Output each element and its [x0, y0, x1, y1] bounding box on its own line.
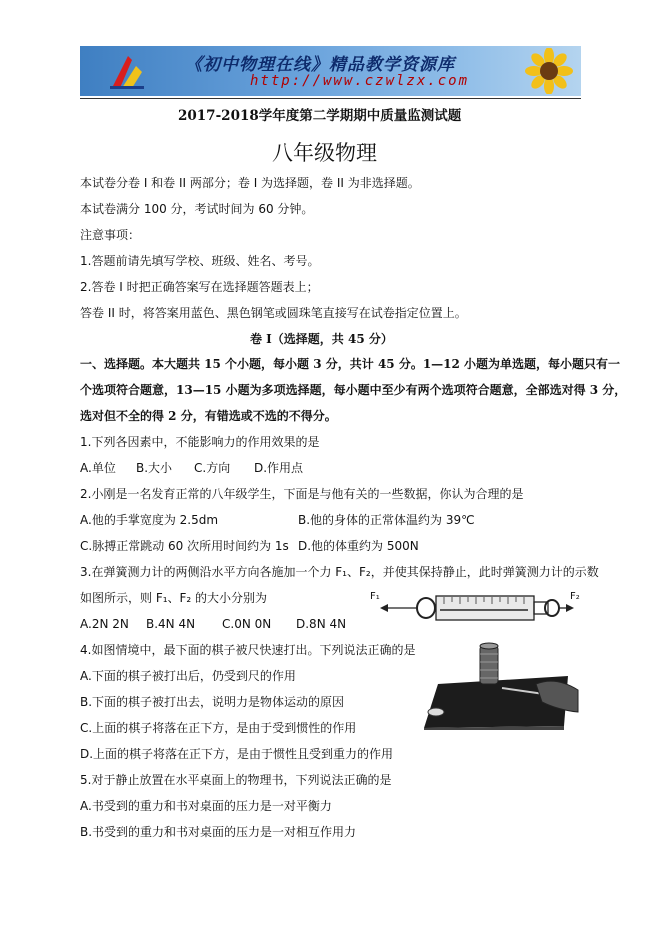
- option: C.方向: [194, 461, 231, 475]
- option: D.8N 4N: [296, 617, 347, 631]
- option: B.下面的棋子被打出去，说明力是物体运动的原因: [80, 695, 345, 709]
- question-stem: 如图所示，则 F₁、F₂ 的大小分别为: [80, 591, 268, 605]
- banner-title: 《初中物理在线》精品教学资源库: [185, 55, 455, 75]
- intro-line: 2.答卷 I 时把正确答案写在选择题答题表上；: [80, 280, 319, 294]
- intro-line: 答卷 II 时，将答案用蓝色、黑色钢笔或圆珠笔直接写在试卷指定位置上。: [80, 306, 467, 320]
- option: C.上面的棋子将落在正下方，是由于受到惯性的作用: [80, 721, 357, 735]
- force-label-f2: F₂: [570, 591, 580, 602]
- intro-line: 1.答题前请先填写学校、班级、姓名、考号。: [80, 254, 320, 268]
- option: A.书受到的重力和书对桌面的压力是一对平衡力: [80, 799, 332, 813]
- option: A.他的手掌宽度为 2.5dm: [80, 513, 219, 527]
- section-instruction: 一、选择题。本大题共 15 个小题，每小题 3 分，共计 45 分。1—12 小题为单选题，每小题只有一: [80, 357, 621, 371]
- option: D.他的体重约为 500N: [298, 539, 419, 553]
- option: C.脉搏正常跳动 60 次所用时间约为 1s: [80, 539, 289, 553]
- sunflower-icon: [517, 48, 577, 94]
- question-stem: 1.下列各因素中，不能影响力的作用效果的是: [80, 435, 320, 449]
- site-banner: [80, 46, 581, 96]
- force-label-f1: F₁: [370, 591, 380, 602]
- question-stem: 3.在弹簧测力计的两侧沿水平方向各施加一个力 F₁、F₂，并使其保持静止，此时弹簧测力计的示数: [80, 565, 599, 579]
- option: D.上面的棋子将落在正下方，是由于惯性且受到重力的作用: [80, 747, 394, 761]
- option: B.书受到的重力和书对桌面的压力是一对相互作用力: [80, 825, 357, 839]
- header-divider: [80, 98, 581, 99]
- chess-pieces-figure: [418, 638, 584, 730]
- section-instruction: 个选项符合题意，13—15 小题为多项选择题，每小题中至少有两个选项符合题意，全部选对得 3 分，: [80, 383, 627, 397]
- option: C.0N 0N: [222, 617, 272, 631]
- option: A.单位: [80, 461, 116, 475]
- banner-url[interactable]: http://www.czwlzx.com: [250, 73, 470, 89]
- intro-line: 本试卷满分 100 分，考试时间为 60 分钟。: [80, 202, 314, 216]
- option: A.下面的棋子被打出后，仍受到尺的作用: [80, 669, 296, 683]
- section-instruction: 选对但不全的得 2 分，有错选或不选的不得分。: [80, 409, 337, 423]
- question-stem: 2.小刚是一名发育正常的八年级学生，下面是与他有关的一些数据，你认为合理的是: [80, 487, 524, 501]
- option: B.4N 4N: [146, 617, 196, 631]
- question-stem: 5.对于静止放置在水平桌面上的物理书，下列说法正确的是: [80, 773, 392, 787]
- option: B.他的身体的正常体温约为 39℃: [298, 513, 475, 527]
- intro-line: 注意事项：: [80, 228, 141, 242]
- option: B.大小: [136, 461, 173, 475]
- option: D.作用点: [254, 461, 304, 475]
- spring-scale-figure: [370, 588, 582, 628]
- question-stem: 4.如图情境中，最下面的棋子被尺快速打出。下列说法正确的是: [80, 643, 416, 657]
- intro-line: 本试卷分卷 I 和卷 II 两部分；卷 I 为选择题，卷 II 为非选择题。: [80, 176, 420, 190]
- option: A.2N 2N: [80, 617, 129, 631]
- exam-title: 2017-2018学年度第二学期期中质量监测试题: [178, 108, 462, 124]
- subject-title: 八年级物理: [272, 141, 377, 165]
- site-logo-icon: [106, 52, 148, 92]
- section-title: 卷 I（选择题，共 45 分）: [250, 332, 393, 346]
